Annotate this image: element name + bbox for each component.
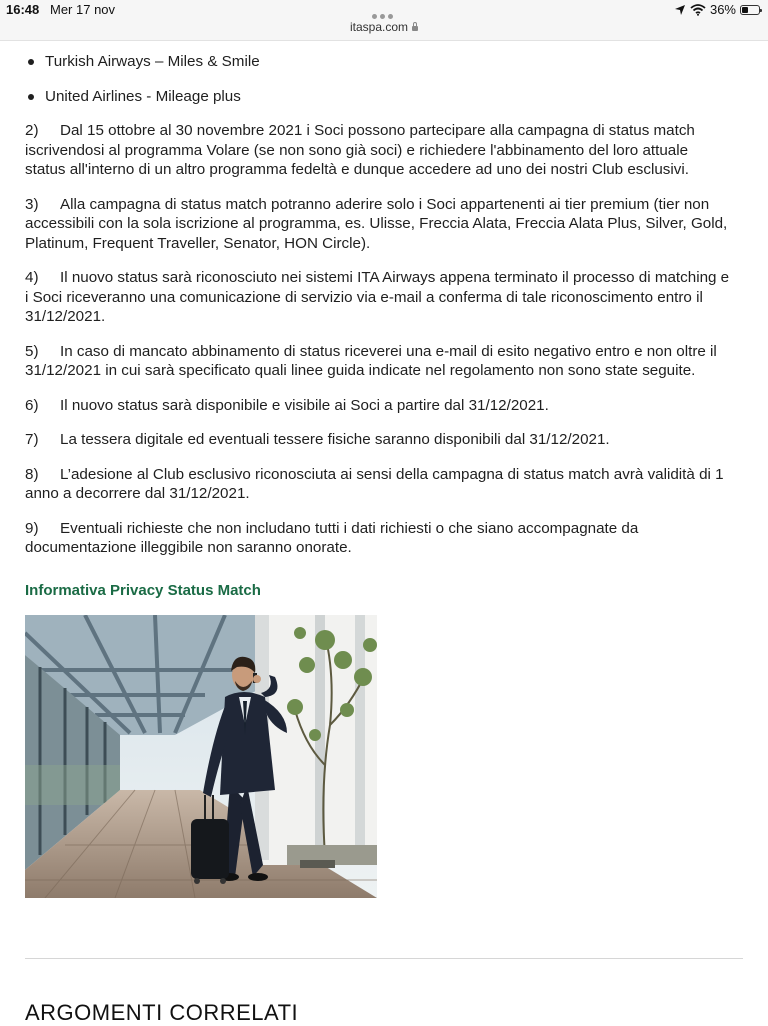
article-photo xyxy=(25,615,377,898)
numbered-paragraph: 5) In caso di mancato abbinamento di status riceverei una e-mail di esito negativo entro e non oltre il 31/12/2021 in cui sarà specificato quali linee guida indicate nel regolamento non sono state seguite. xyxy=(25,342,717,379)
numbered-paragraph: 7) La tessera digitale ed eventuali tessere fisiche saranno disponibili dal 31/12/2021. xyxy=(25,431,610,448)
airline-list xyxy=(25,52,730,106)
section-divider xyxy=(25,958,743,959)
numbered-paragraph: 3) Alla campagna di status match potranno aderire solo i Soci appartenenti ai tier premium (tier non accessibili con la sola iscrizione al programma, es. Ulisse, Freccia Alata, Freccia Alata Plus, Silver, Gold, Platinum, Frequent Traveller, Senator, HON Circle). xyxy=(25,195,728,252)
lock-icon xyxy=(412,26,418,31)
status-date: Mer 17 nov xyxy=(50,2,116,17)
list-item: Turkish Airways – Miles & Smile xyxy=(25,52,730,72)
numbered-paragraph: 2) Dal 15 ottobre al 30 novembre 2021 i Soci possono partecipare alla campagna di status match iscrivendosi al programma Volare (se non sono già soci) e richiedere l'abbinamento del loro attuale status all'interno di un altro programma fedeltà e dunque accedere ad uno dei nostri Club esclusivi. xyxy=(25,122,695,178)
status-bar xyxy=(0,0,768,41)
article-content xyxy=(25,52,730,600)
numbered-paragraph: 4) Il nuovo status sarà riconosciuto nei sistemi ITA Airways appena terminato il processo di matching e i Soci riceveranno una comunicazione di servizio via e-mail a conferma di tale riconoscimento entro il 31/12/2021. xyxy=(25,269,730,325)
battery-percent: 36% xyxy=(709,2,736,17)
businessman-photo xyxy=(25,615,377,898)
status-indicators xyxy=(674,2,760,17)
list-item: United Airlines - Mileage plus xyxy=(25,87,730,107)
location-arrow-icon xyxy=(674,4,686,16)
battery-icon xyxy=(740,5,760,15)
privacy-link[interactable]: Informativa Privacy Status Match xyxy=(25,581,261,599)
address-bar[interactable] xyxy=(0,20,768,34)
wifi-icon xyxy=(690,4,706,16)
numbered-paragraph: 9) Eventuali richieste che non includano tutti i dati richiesti o che siano accompagnate da documentazione illeggibile non saranno onorate. xyxy=(25,519,639,556)
url-text: itaspa.com xyxy=(349,20,409,34)
numbered-paragraph: 8) L’adesione al Club esclusivo riconosciuta ai sensi della campagna di status match avrà validità di 1 anno a decorrere dal 31/12/2021. xyxy=(25,465,724,502)
status-time: 16:48 xyxy=(6,2,40,17)
more-dots-icon[interactable] xyxy=(372,6,396,12)
related-topics-heading: ARGOMENTI CORRELATI xyxy=(25,1000,299,1025)
numbered-paragraph: 6) Il nuovo status sarà disponibile e visibile ai Soci a partire dal 31/12/2021. xyxy=(25,396,549,414)
